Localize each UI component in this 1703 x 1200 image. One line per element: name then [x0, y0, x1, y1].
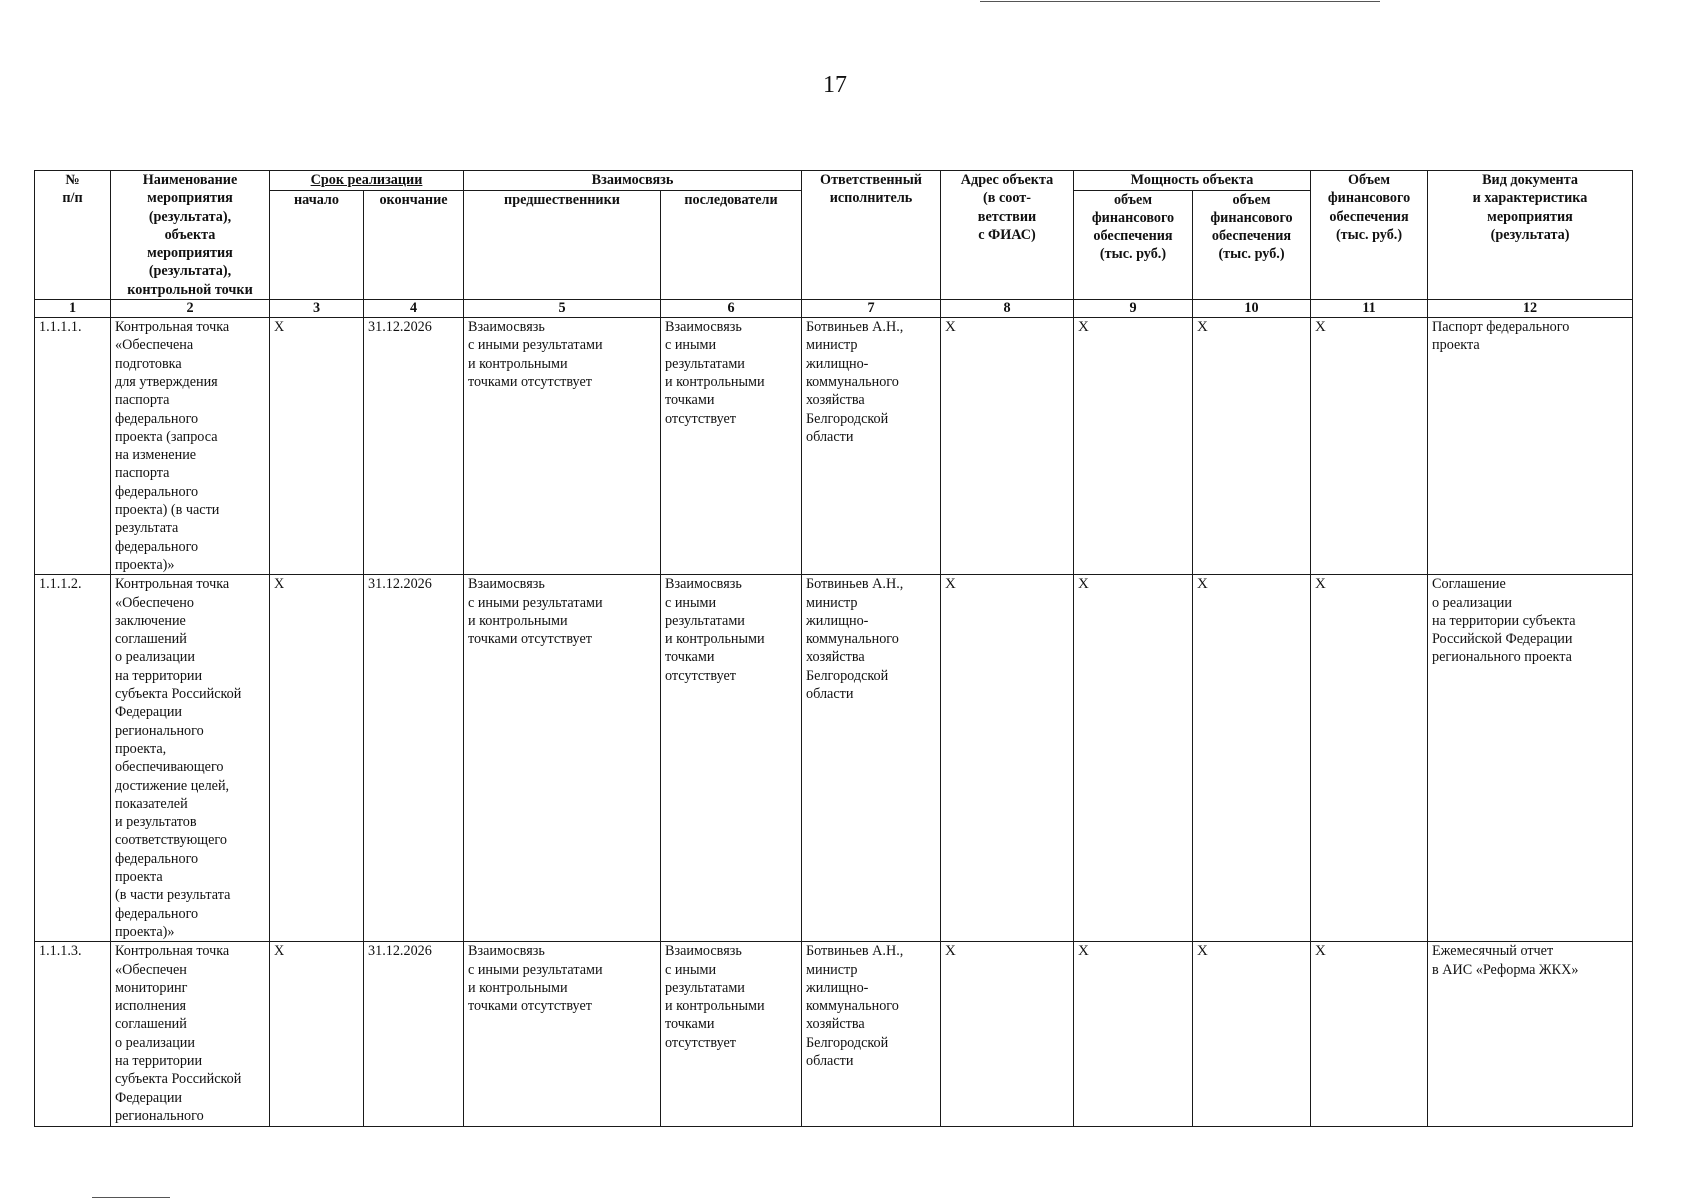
cell-capacity-b: X [1193, 942, 1311, 1127]
column-number: 12 [1428, 300, 1633, 318]
table-row [35, 942, 1633, 1127]
cell-end: 31.12.2026 [364, 575, 464, 942]
cell-address: X [941, 942, 1074, 1127]
cell-start: X [270, 575, 364, 942]
header-responsible: Ответственный исполнитель [802, 171, 941, 300]
cell-capacity-a: X [1074, 942, 1193, 1127]
table-header [35, 171, 1633, 318]
cell-capacity-b: X [1193, 318, 1311, 575]
table-row [35, 575, 1633, 942]
header-period: Срок реализации [270, 171, 464, 191]
cell-volume: X [1311, 318, 1428, 575]
column-number: 10 [1193, 300, 1311, 318]
column-number: 6 [661, 300, 802, 318]
cell-predecessors: Взаимосвязь с иными результатами и контрольными точками отсутствует [464, 318, 661, 575]
cell-responsible: Ботвиньев А.Н., министр жилищно- коммунального хозяйства Белгородской области [802, 318, 941, 575]
cell-doc: Ежемесячный отчет в АИС «Реформа ЖКХ» [1428, 942, 1633, 1127]
cell-start: X [270, 318, 364, 575]
cell-capacity-a: X [1074, 318, 1193, 575]
header-name: Наименование мероприятия (результата), объекта мероприятия (результата), контрольной точки [111, 171, 270, 300]
header-address: Адрес объекта (в соот- ветствии с ФИАС) [941, 171, 1074, 300]
cell-num: 1.1.1.1. [35, 318, 111, 575]
cell-volume: X [1311, 942, 1428, 1127]
cell-successors: Взаимосвязь с иными результатами и контрольными точками отсутствует [661, 942, 802, 1127]
column-number: 5 [464, 300, 661, 318]
cell-end: 31.12.2026 [364, 942, 464, 1127]
table-row [35, 318, 1633, 575]
scan-artifact-line [980, 1, 1380, 2]
column-number: 11 [1311, 300, 1428, 318]
header-capacity-b: объем финансового обеспечения (тыс. руб.) [1193, 190, 1311, 300]
scan-artifact-line [92, 1197, 170, 1198]
cell-successors: Взаимосвязь с иными результатами и контрольными точками отсутствует [661, 575, 802, 942]
plan-table [34, 170, 1633, 1127]
column-number: 3 [270, 300, 364, 318]
cell-num: 1.1.1.3. [35, 942, 111, 1127]
column-number-row [35, 300, 1633, 318]
cell-name: Контрольная точка «Обеспечено заключение соглашений о реализации на территории субъекта Российской Федерации регионального проекта, обеспечивающего достижение целей, показателей и результатов соответствующего федерального проекта (в части результата федерального проекта)» [111, 575, 270, 942]
cell-predecessors: Взаимосвязь с иными результатами и контрольными точками отсутствует [464, 575, 661, 942]
cell-num: 1.1.1.2. [35, 575, 111, 942]
header-relation-succ: последователи [661, 190, 802, 300]
header-period-start: начало [270, 190, 364, 300]
cell-name: Контрольная точка «Обеспечена подготовка для утверждения паспорта федерального проекта (запроса на изменение паспорта федерального проекта) (в части результата федерального проекта)» [111, 318, 270, 575]
cell-doc: Паспорт федерального проекта [1428, 318, 1633, 575]
cell-end: 31.12.2026 [364, 318, 464, 575]
header-relation-pred: предшественники [464, 190, 661, 300]
page-number: 17 [823, 72, 847, 98]
cell-responsible: Ботвиньев А.Н., министр жилищно- коммунального хозяйства Белгородской области [802, 575, 941, 942]
cell-name: Контрольная точка «Обеспечен мониторинг исполнения соглашений о реализации на территории субъекта Российской Федерации регионального [111, 942, 270, 1127]
column-number: 9 [1074, 300, 1193, 318]
header-capacity: Мощность объекта [1074, 171, 1311, 191]
header-num: № п/п [35, 171, 111, 300]
cell-responsible: Ботвиньев А.Н., министр жилищно- коммунального хозяйства Белгородской области [802, 942, 941, 1127]
cell-volume: X [1311, 575, 1428, 942]
cell-successors: Взаимосвязь с иными результатами и контрольными точками отсутствует [661, 318, 802, 575]
cell-capacity-b: X [1193, 575, 1311, 942]
header-doc-type: Вид документа и характеристика мероприятия (результата) [1428, 171, 1633, 300]
header-capacity-a: объем финансового обеспечения (тыс. руб.) [1074, 190, 1193, 300]
column-number: 4 [364, 300, 464, 318]
column-number: 1 [35, 300, 111, 318]
header-period-end: окончание [364, 190, 464, 300]
cell-start: X [270, 942, 364, 1127]
cell-doc: Соглашение о реализации на территории субъекта Российской Федерации регионального проекта [1428, 575, 1633, 942]
column-number: 7 [802, 300, 941, 318]
header-relation: Взаимосвязь [464, 171, 802, 191]
header-volume: Объем финансового обеспечения (тыс. руб.) [1311, 171, 1428, 300]
cell-address: X [941, 318, 1074, 575]
cell-capacity-a: X [1074, 575, 1193, 942]
cell-predecessors: Взаимосвязь с иными результатами и контрольными точками отсутствует [464, 942, 661, 1127]
cell-address: X [941, 575, 1074, 942]
column-number: 8 [941, 300, 1074, 318]
column-number: 2 [111, 300, 270, 318]
